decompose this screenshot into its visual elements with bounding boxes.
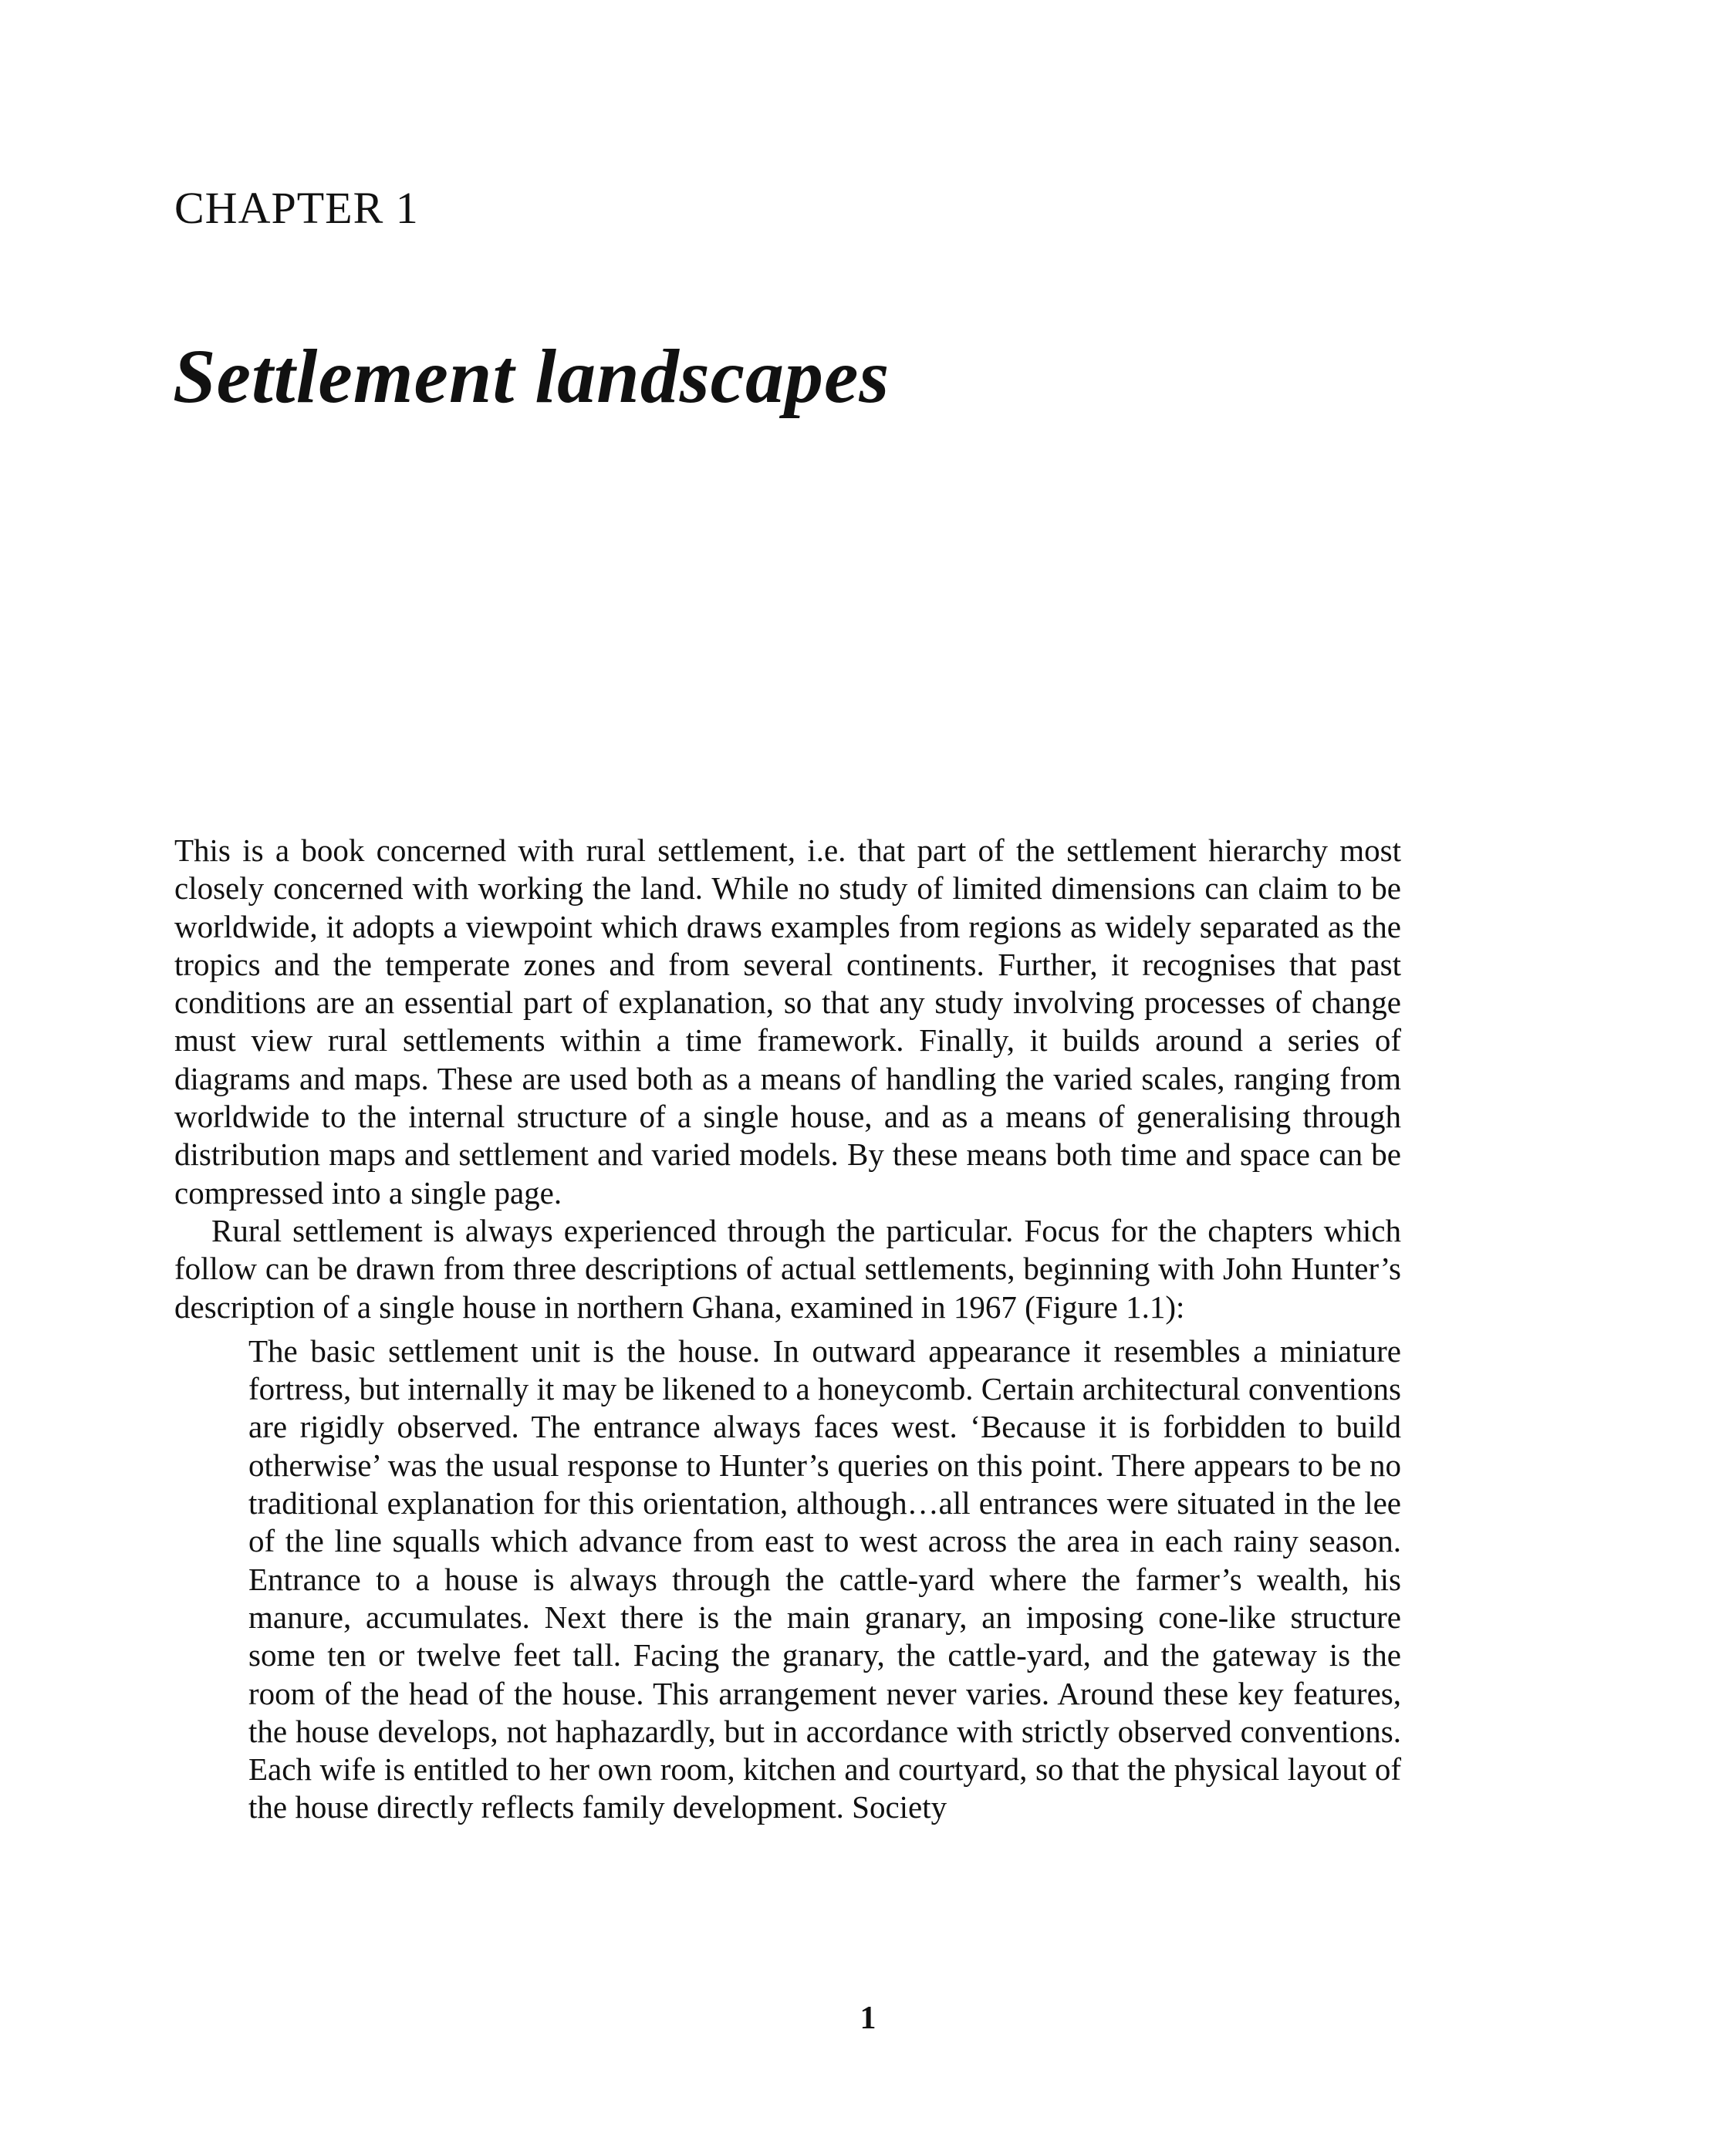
block-quote: The basic settlement unit is the house. In outward appearance it resembles a miniature fortress, but internally it may be likened to a honeycomb. Certain architectural conventions are rigidly observed. The entrance always faces west. ‘Because it is forbidden to build otherwise’ was the usual response to Hunter’s queries on this point. There appears to be no traditional explanation for this orientation, although…all entrances were situated in the lee of the line squalls which advance from east to west across the area in each rainy season. Entrance to a house is always through the cattle-yard where the farmer’s wealth, his manure, accumulates. Next there is the main granary, an imposing cone-like structure some ten or twelve feet tall. Facing the granary, the cattle-yard, and the gateway is the room of the head of the house. This arrangement never varies. Around these key features, the house develops, not haphazardly, but in accordance with strictly observed conventions. Each wife is entitled to her own room, kitchen and courtyard, so that the physical layout of the house directly reflects family development. Society [248, 1332, 1401, 1825]
chapter-title: Settlement landscapes [173, 333, 890, 419]
paragraph-rural-settlement: Rural settlement is always experienced through the particular. Focus for the chapters which follow can be drawn from three descriptions of actual settlements, beginning with John Hunter’s description of a single house in northern Ghana, examined in 1967 (Figure 1.1): [174, 1212, 1401, 1325]
paragraph-intro: This is a book concerned with rural settlement, i.e. that part of the settlement hierarchy most closely concerned with working the land. While no study of limited dimensions can claim to be worldwide, it adopts a viewpoint which draws examples from regions as widely separated as the tropics and the temperate zones and from several continents. Further, it recognises that past conditions are an essential part of explanation, so that any study involving processes of change must view rural settlements within a time framework. Finally, it builds around a series of diagrams and maps. These are used both as a means of handling the varied scales, ranging from worldwide to the internal structure of a single house, and as a means of generalising through distribution maps and settlement and varied models. By these means both time and space can be compressed into a single page. [174, 832, 1401, 1211]
page-number: 1 [860, 2001, 876, 2036]
chapter-label: CHAPTER 1 [174, 183, 419, 233]
body-text [174, 832, 1401, 1827]
